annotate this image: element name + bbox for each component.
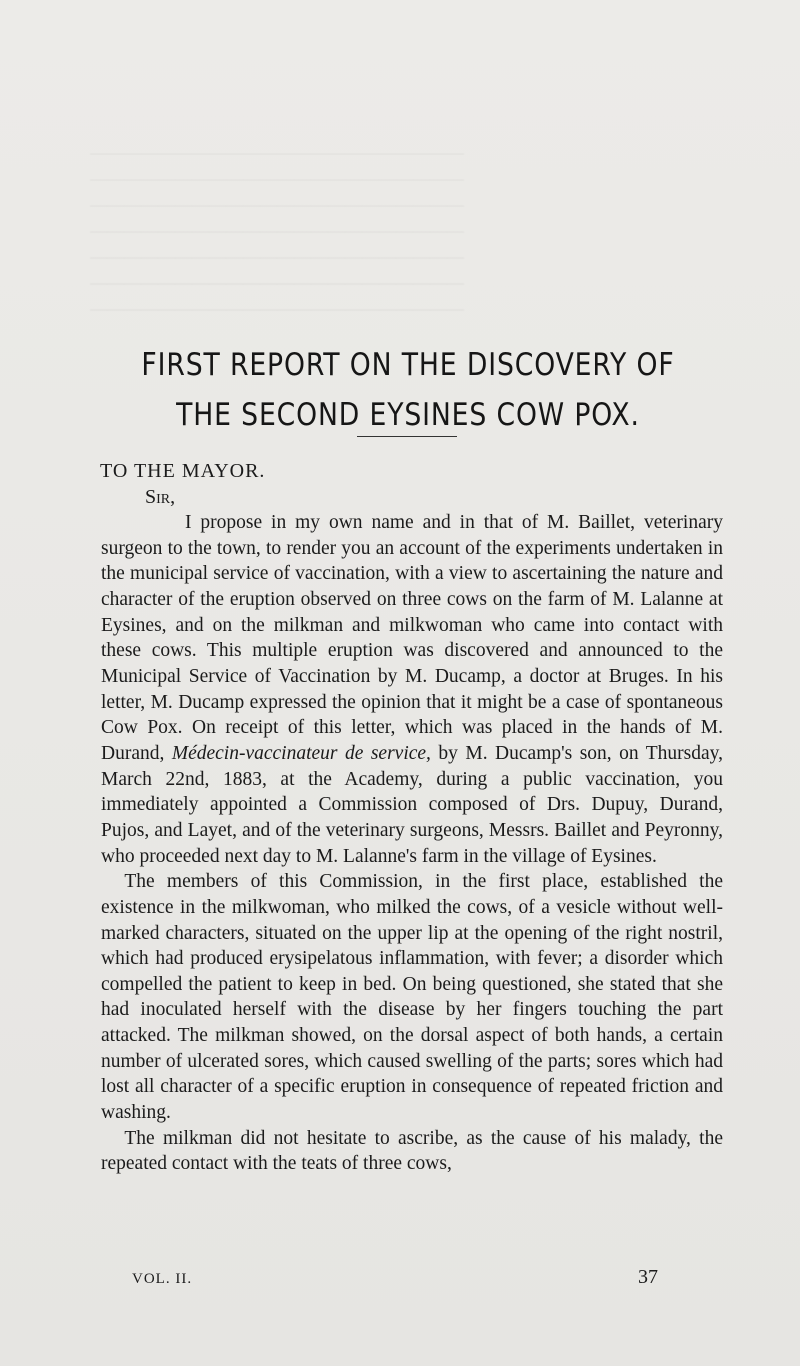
paragraph-1-text-b: by M. Ducamp's son, on Thursday, March 22nd, 1883, at the Academy, during a public vaccination, you immediately appointed a Commission composed of Drs. Dupuy, Durand, Pujos, and Layet, and of the veterinary surgeons, Messrs. Baillet and Peyronny, who proceeded next day to M. Lalanne's farm in the village of Eysines. xyxy=(101,742,723,867)
paragraph-3: The milkman did not hesitate to ascribe, as the cause of his malady, the repeated contact with the teats of three cows, xyxy=(101,1127,723,1175)
title-line-2: THE SECOND EYSINES COW POX. xyxy=(176,397,640,433)
show-through-texture: —————————————————————— —————————————————————— —————————————————————— —————————————————————— —————————————————————— —————————————————————— —————————————————————— xyxy=(90,143,464,318)
paragraph-1 xyxy=(101,510,723,869)
greeting: Sir, xyxy=(145,486,176,508)
report-body xyxy=(101,510,723,1177)
title-line-1: FIRST REPORT ON THE DISCOVERY OF xyxy=(141,347,675,383)
salutation: TO THE MAYOR. xyxy=(100,460,266,482)
title-divider xyxy=(357,436,457,437)
page-number: 37 xyxy=(638,1266,658,1288)
paragraph-2: The members of this Commission, in the first place, established the existence in the milkwoman, who milked the cows, of a vesicle without well-marked characters, situated on the upper lip at the opening of the right nostril, which had produced erysipelatous inflammation, with fever; a disorder which compelled the patient to keep in bed. On being questioned, she stated that she had inoculated herself with the disease by her fingers touching the part attacked. The milkman showed, on the dorsal aspect of both hands, a certain number of ulcerated sores, which caused swelling of the parts; sores which had lost all character of a specific eruption in consequence of repeated friction and washing. xyxy=(101,871,723,1124)
page-title xyxy=(109,340,708,440)
paragraph-1-italic-title: Médecin-vaccinateur de service, xyxy=(171,742,431,764)
volume-label: VOL. II. xyxy=(132,1271,193,1287)
paragraph-1-text-a: I propose in my own name and in that of M. Baillet, veterinary surgeon to the town, to render you an account of the experiments undertaken in the municipal service of vaccination, with a view to ascertaining the nature and character of the eruption observed on three cows on the farm of M. Lalanne at Eysines, and on the milkman and milkwoman who came into contact with these cows. This multiple eruption was discovered and announced to the Municipal Service of Vaccination by M. Ducamp, a doctor at Bruges. In his letter, M. Ducamp expressed the opinion that it might be a case of spontaneous Cow Pox. On receipt of this letter, which was placed in the hands of M. Durand, xyxy=(101,512,723,764)
